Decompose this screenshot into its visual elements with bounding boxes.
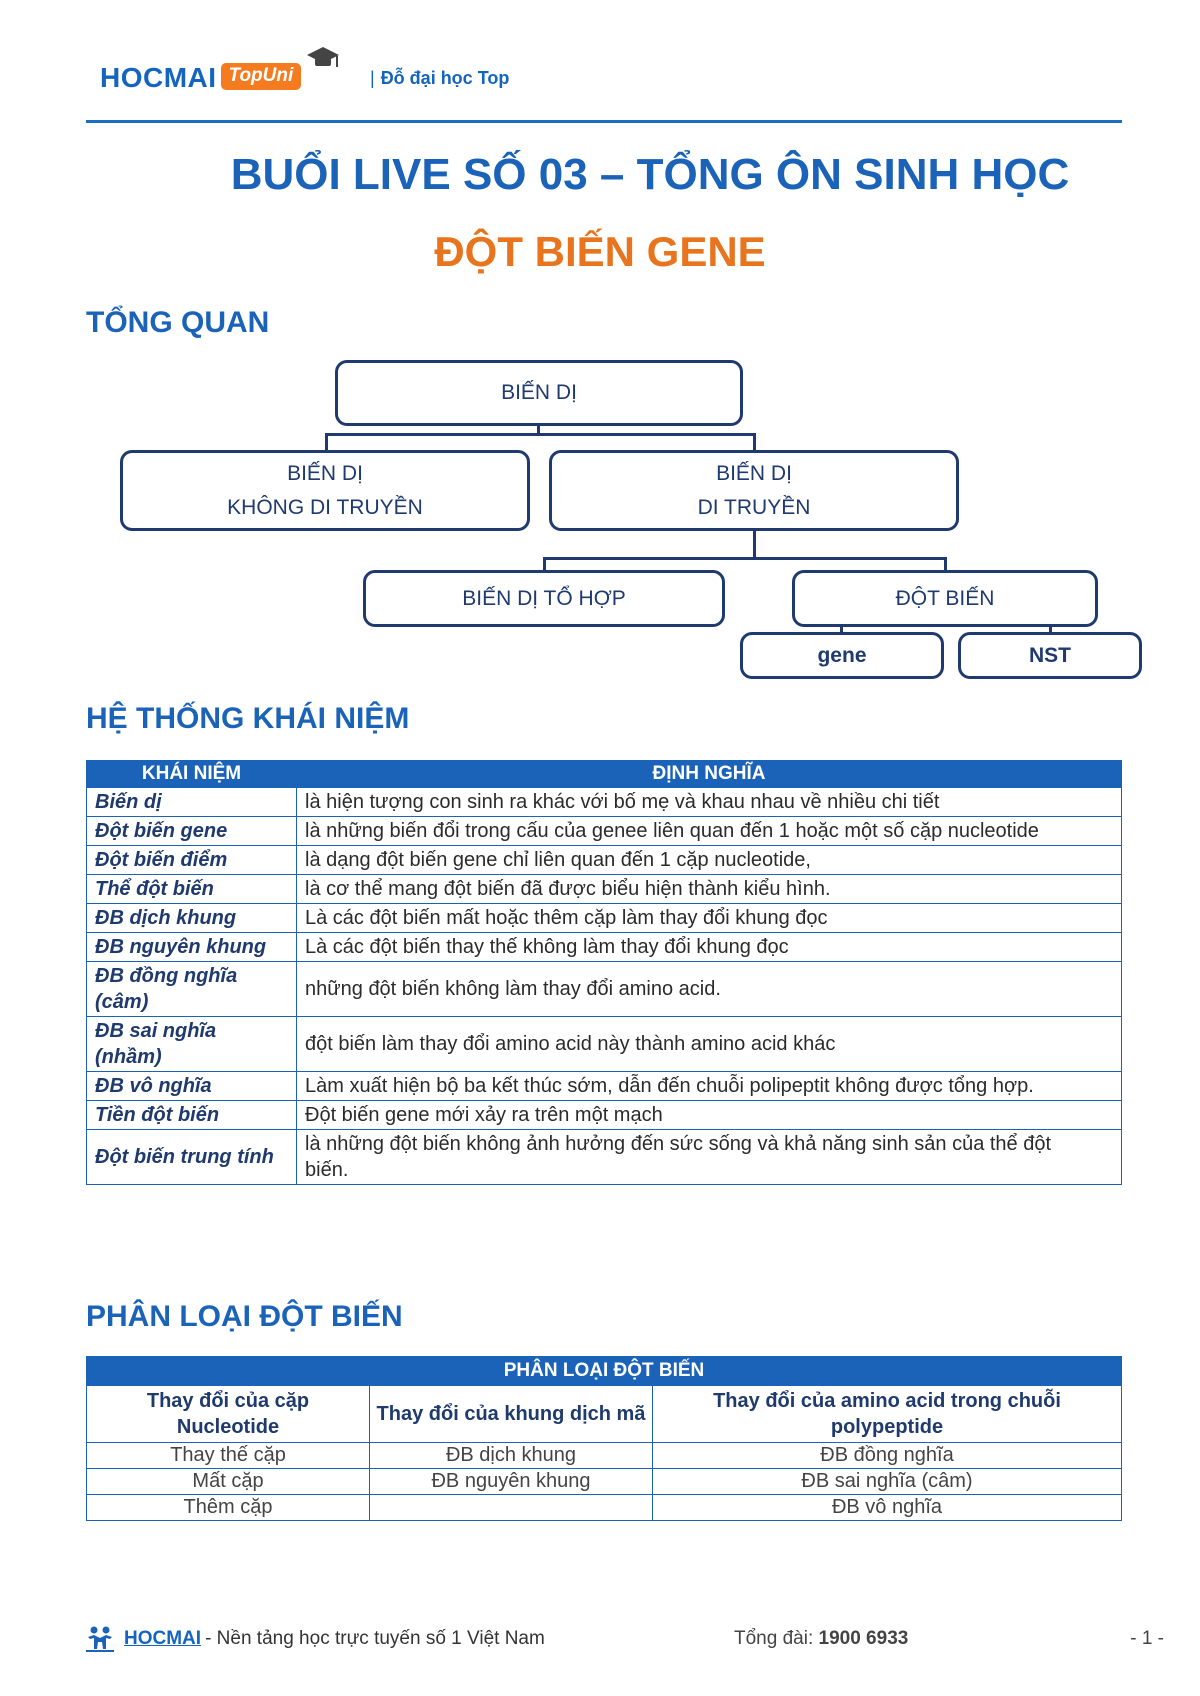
footer-hotline bbox=[734, 1628, 908, 1650]
concept-definition: là cơ thể mang đột biến đã được biểu hiện thành kiểu hình. bbox=[297, 875, 1122, 904]
classification-cell: Thay thế cặp bbox=[87, 1443, 370, 1469]
table-header-row bbox=[87, 1386, 1122, 1443]
node-label: NST bbox=[1029, 643, 1071, 667]
node-recombination bbox=[363, 570, 725, 627]
node-bien-di bbox=[335, 360, 743, 426]
concepts-table-body bbox=[87, 788, 1122, 1185]
footer-brand-link[interactable]: HOCMAI bbox=[124, 1628, 202, 1649]
table-row bbox=[87, 846, 1122, 875]
table-row bbox=[87, 1017, 1122, 1072]
concept-definition: là dạng đột biến gene chỉ liên quan đến 1 cặp nucleotide, bbox=[297, 846, 1122, 875]
classification-cell: ĐB dịch khung bbox=[370, 1443, 653, 1469]
classification-table-body bbox=[87, 1443, 1122, 1521]
table-row bbox=[87, 1130, 1122, 1185]
concept-term: ĐB nguyên khung bbox=[87, 933, 297, 962]
hocmai-logo bbox=[100, 58, 301, 98]
page-footer bbox=[84, 1624, 1164, 1654]
logo-badge: TopUni bbox=[221, 63, 302, 90]
section-heading-concepts: HỆ THỐNG KHÁI NIỆM bbox=[86, 702, 410, 735]
column-header: Thay đổi của cặp Nucleotide bbox=[87, 1386, 370, 1443]
connector bbox=[753, 528, 756, 558]
table-row bbox=[87, 875, 1122, 904]
table-row bbox=[87, 817, 1122, 846]
tagline-text: Đỗ đại học Top bbox=[380, 68, 510, 88]
concept-term: ĐB vô nghĩa bbox=[87, 1072, 297, 1101]
hocmai-footer-logo-icon bbox=[84, 1625, 116, 1653]
table-title-row bbox=[87, 1357, 1122, 1386]
concept-definition: là những đột biến không ảnh hưởng đến sức sống và khả năng sinh sản của thể đột biến. bbox=[297, 1130, 1122, 1185]
node-gene bbox=[740, 632, 944, 679]
concept-definition: là những biến đổi trong cấu của genee liên quan đến 1 hoặc một số cặp nucleotide bbox=[297, 817, 1122, 846]
node-label: ĐỘT BIẾN bbox=[895, 586, 995, 610]
column-header: Thay đổi của khung dịch mã bbox=[370, 1386, 653, 1443]
concept-definition: Là các đột biến thay thế không làm thay đổi khung đọc bbox=[297, 933, 1122, 962]
column-header: KHÁI NIỆM bbox=[87, 761, 297, 788]
concept-definition: những đột biến không làm thay đổi amino acid. bbox=[297, 962, 1122, 1017]
hotline-number: 1900 6933 bbox=[818, 1628, 909, 1649]
page-number: - 1 - bbox=[1130, 1628, 1164, 1649]
classification-cell: ĐB sai nghĩa (câm) bbox=[653, 1469, 1122, 1495]
classification-cell: Mất cặp bbox=[87, 1469, 370, 1495]
header-divider bbox=[86, 120, 1122, 123]
table-row bbox=[87, 933, 1122, 962]
node-label: gene bbox=[817, 643, 867, 667]
connector bbox=[325, 433, 755, 436]
concept-definition: Là các đột biến mất hoặc thêm cặp làm thay đổi khung đọc bbox=[297, 904, 1122, 933]
concept-term: ĐB dịch khung bbox=[87, 904, 297, 933]
node-mutation bbox=[792, 570, 1098, 627]
page-title: BUỔI LIVE SỐ 03 – TỔNG ÔN SINH HỌC bbox=[230, 150, 1070, 199]
concept-term: Tiền đột biến bbox=[87, 1101, 297, 1130]
tagline-separator: | bbox=[370, 68, 375, 88]
classification-cell: ĐB đồng nghĩa bbox=[653, 1443, 1122, 1469]
table-row bbox=[87, 1443, 1122, 1469]
classification-cell: Thêm cặp bbox=[87, 1495, 370, 1521]
concept-definition: Làm xuất hiện bộ ba kết thúc sớm, dẫn đến chuỗi polipeptit không được tổng hợp. bbox=[297, 1072, 1122, 1101]
classification-table bbox=[86, 1356, 1122, 1521]
node-heritable bbox=[549, 450, 959, 531]
concept-term: Đột biến trung tính bbox=[87, 1130, 297, 1185]
section-heading-classification: PHÂN LOẠI ĐỘT BIẾN bbox=[86, 1300, 403, 1333]
node-label: BIẾN DỊ TỔ HỢP bbox=[462, 586, 626, 610]
hotline-label: Tổng đài: bbox=[734, 1628, 814, 1649]
concept-term: ĐB đồng nghĩa (câm) bbox=[87, 962, 297, 1017]
column-header: ĐỊNH NGHĨA bbox=[297, 761, 1122, 788]
classification-cell: ĐB vô nghĩa bbox=[653, 1495, 1122, 1521]
table-header-row bbox=[87, 761, 1122, 788]
tagline bbox=[370, 68, 509, 89]
concepts-table bbox=[86, 760, 1122, 1185]
section-heading-overview: TỔNG QUAN bbox=[86, 306, 270, 339]
node-label: BIẾN DỊ bbox=[716, 461, 792, 485]
concept-definition: là hiện tượng con sinh ra khác với bố mẹ và khau nhau về nhiều chi tiết bbox=[297, 788, 1122, 817]
table-row bbox=[87, 962, 1122, 1017]
node-label: BIẾN DỊ bbox=[501, 381, 577, 405]
classification-cell bbox=[370, 1495, 653, 1521]
node-label: KHÔNG DI TRUYỀN bbox=[227, 495, 423, 519]
concept-definition: đột biến làm thay đổi amino acid này thành amino acid khác bbox=[297, 1017, 1122, 1072]
concept-term: ĐB sai nghĩa (nhầm) bbox=[87, 1017, 297, 1072]
table-row bbox=[87, 1072, 1122, 1101]
table-row bbox=[87, 1101, 1122, 1130]
graduation-cap-icon bbox=[303, 45, 343, 71]
table-row bbox=[87, 788, 1122, 817]
node-nst bbox=[958, 632, 1142, 679]
table-title: PHÂN LOẠI ĐỘT BIẾN bbox=[87, 1357, 1122, 1386]
concept-term: Thể đột biến bbox=[87, 875, 297, 904]
table-row bbox=[87, 1495, 1122, 1521]
table-row bbox=[87, 904, 1122, 933]
concept-definition: Đột biến gene mới xảy ra trên một mạch bbox=[297, 1101, 1122, 1130]
concept-term: Đột biến điểm bbox=[87, 846, 297, 875]
classification-cell: ĐB nguyên khung bbox=[370, 1469, 653, 1495]
connector bbox=[543, 557, 947, 560]
footer-tagline: - Nền tảng học trực tuyến số 1 Việt Nam bbox=[205, 1628, 545, 1649]
logo-brand-text: HOCMAI bbox=[100, 62, 217, 93]
page-subtitle: ĐỘT BIẾN GENE bbox=[434, 228, 766, 275]
node-label: BIẾN DỊ bbox=[287, 461, 363, 485]
concept-term: Biến dị bbox=[87, 788, 297, 817]
column-header: Thay đổi của amino acid trong chuỗi polypeptide bbox=[653, 1386, 1122, 1443]
node-label: DI TRUYỀN bbox=[697, 495, 811, 519]
table-row bbox=[87, 1469, 1122, 1495]
concept-term: Đột biến gene bbox=[87, 817, 297, 846]
node-non-heritable bbox=[120, 450, 530, 531]
